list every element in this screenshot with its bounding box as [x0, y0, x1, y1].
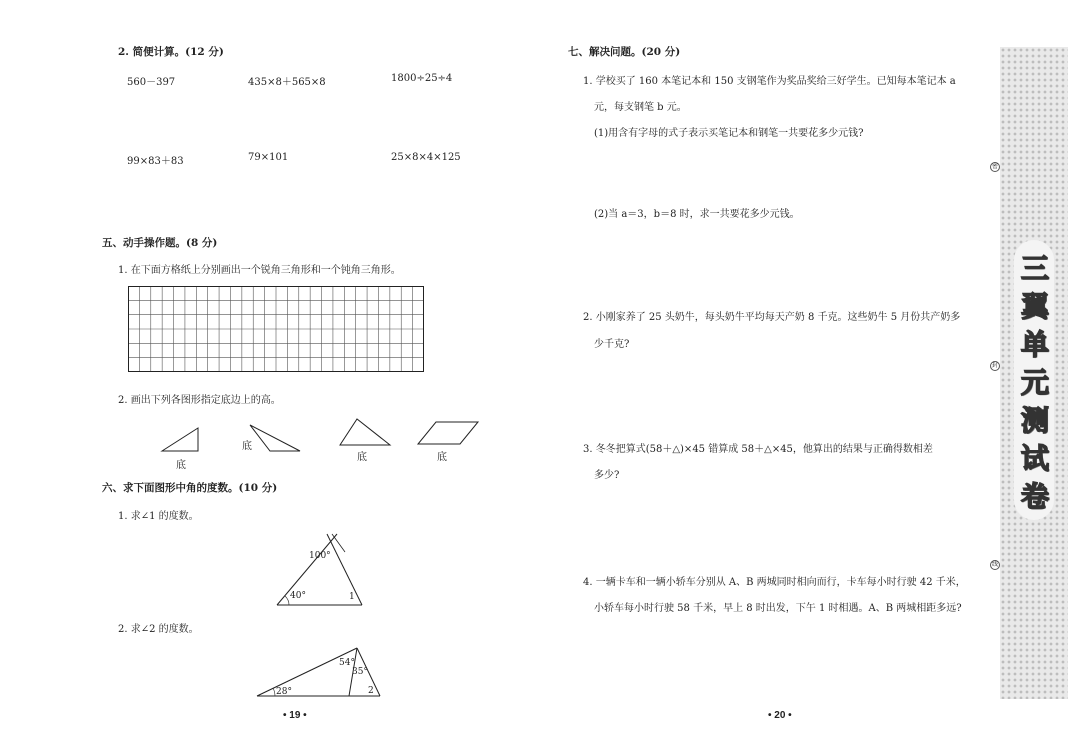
question-7-1-sub1: (1)用含有字母的式子表示买笔记本和钢笔一共要花多少元钱? [594, 128, 864, 139]
section-6-title: 六、求下面图形中角的度数。(10 分) [102, 482, 278, 494]
question-6-1: 1. 求∠1 的度数。 [118, 511, 199, 522]
calc-item: 79×101 [248, 152, 289, 163]
section-7-title: 七、解决问题。(20 分) [568, 46, 681, 58]
angle-label: 2 [368, 686, 374, 696]
angle-label: 1 [349, 592, 355, 602]
question-5-2: 2. 画出下列各图形指定底边上的高。 [118, 395, 281, 406]
vertical-title [1018, 250, 1052, 516]
question-7-1-line2: 元，每支钢笔 b 元。 [594, 102, 687, 113]
question-6-2: 2. 求∠2 的度数。 [118, 624, 199, 635]
angle-label: 28° [276, 687, 292, 697]
seal-mark: 线 [991, 561, 998, 568]
title-char: 三 [1020, 252, 1049, 285]
calc-item: 1800÷25÷4 [391, 73, 453, 84]
question-7-2-line1: 2. 小刚家养了 25 头奶牛，每头奶牛平均每天产奶 8 千克。这些奶牛 5 月份共产奶多 [583, 312, 961, 323]
question-7-2-line2: 少千克? [594, 339, 630, 350]
title-char: 卷 [1020, 480, 1049, 513]
base-label: 底 [176, 460, 186, 471]
right-triangle-figure [162, 428, 198, 451]
seal-mark: 密 [991, 163, 998, 170]
calc-item: 99×83＋83 [127, 156, 184, 167]
title-char: 翼 [1020, 290, 1049, 323]
base-label: 底 [357, 452, 367, 463]
angle-label: 100° [309, 551, 331, 561]
question-7-4-line2: 小轿车每小时行驶 58 千米，早上 8 时出发，下午 1 时相遇。A、B 两城相距多远? [594, 603, 962, 614]
calc-item: 435×8＋565×8 [248, 77, 326, 88]
calc-item: 560－397 [127, 77, 176, 88]
triangle-figure-3 [340, 419, 390, 445]
question-7-4-line1: 4. 一辆卡车和一辆小轿车分别从 A、B 两城同时相向而行，卡车每小时行驶 42 千米， [583, 577, 966, 588]
question-7-3-line1: 3. 冬冬把算式(58＋△)×45 错算成 58＋△×45，他算出的结果与正确得数相差 [583, 444, 933, 455]
section-2-title: 2. 简便计算。(12 分) [118, 46, 224, 58]
obtuse-triangle-figure [250, 425, 300, 451]
title-char: 单 [1020, 328, 1049, 361]
title-char: 试 [1020, 442, 1049, 475]
page-number-left: • 19 • [283, 710, 307, 721]
parallelogram-figure [418, 422, 478, 444]
question-5-1: 1. 在下面方格纸上分别画出一个锐角三角形和一个钝角三角形。 [118, 265, 401, 276]
question-7-1-line1: 1. 学校买了 160 本笔记本和 150 支钢笔作为奖品奖给三好学生。已知每本笔记本 a [583, 76, 956, 87]
base-label: 底 [437, 452, 447, 463]
seal-mark: 封 [991, 362, 998, 369]
question-7-3-line2: 多少? [594, 470, 620, 481]
base-label: 底 [242, 441, 252, 452]
title-char: 测 [1020, 404, 1049, 437]
grid-paper [128, 286, 424, 372]
angle-label: 40° [290, 591, 306, 601]
angle-label: 54° [339, 658, 355, 668]
section-5-title: 五、动手操作题。(8 分) [102, 237, 218, 249]
title-char: 元 [1020, 366, 1049, 399]
calc-item: 25×8×4×125 [391, 152, 461, 163]
page-number-right: • 20 • [768, 710, 792, 721]
height-figures [160, 418, 480, 458]
angle-label: 35° [352, 667, 368, 677]
question-7-1-sub2: (2)当 a＝3，b＝8 时，求一共要花多少元钱。 [594, 209, 800, 220]
